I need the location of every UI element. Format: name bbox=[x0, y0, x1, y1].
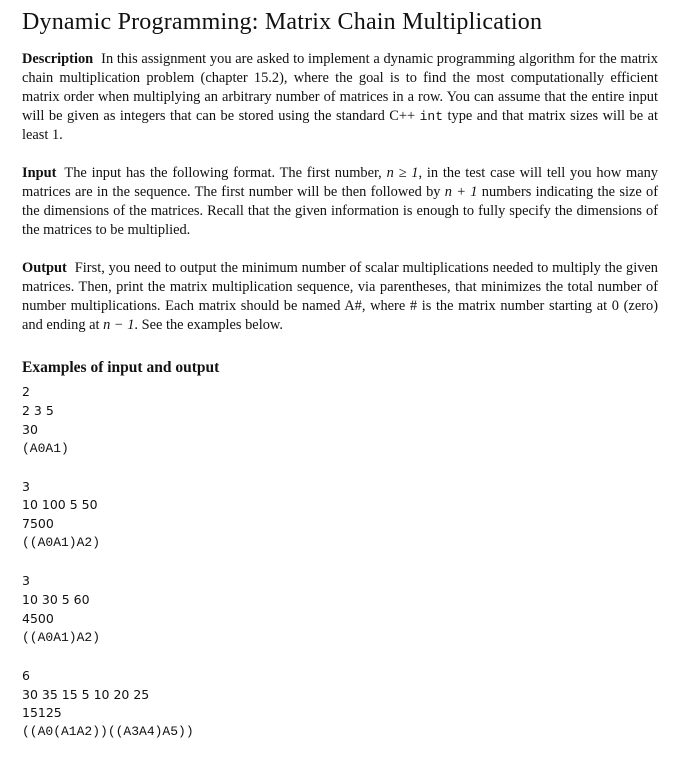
output-paragraph bbox=[22, 259, 658, 335]
input-text-1: The input has the following format. The first number, bbox=[64, 165, 387, 181]
example-block bbox=[22, 572, 658, 648]
example-dims: 10 30 5 60 bbox=[22, 592, 90, 608]
example-cost: 4500 bbox=[22, 610, 54, 626]
example-n: 6 bbox=[22, 667, 30, 683]
example-cost: 15125 bbox=[22, 705, 62, 721]
description-paragraph bbox=[22, 50, 658, 145]
example-sequence: (A0A1) bbox=[22, 440, 69, 456]
example-n: 3 bbox=[22, 478, 30, 494]
input-text-2: , in the test case will tell you how many matrices are in the sequence. The first number will be then followed by bbox=[22, 165, 658, 200]
output-text-1: First, you need to output the minimum number of scalar multiplications needed to multiply the given matrices. Then, print the matrix multiplication sequence, via parentheses, that minimizes the total number of number multiplications. Each matrix should be named A#, where # is the matrix number starting at 0 (zero) and ending at bbox=[22, 260, 658, 333]
example-n: 3 bbox=[22, 573, 30, 589]
input-paragraph bbox=[22, 164, 658, 240]
input-text-3: numbers indicating the size of the dimensions of the matrices. Recall that the given information is enough to fully specify the dimensions of the matrices to be multiplied. bbox=[22, 184, 659, 238]
output-heading: Output bbox=[22, 260, 67, 276]
example-block bbox=[22, 383, 658, 459]
example-block bbox=[22, 478, 658, 554]
examples-list bbox=[22, 383, 658, 742]
example-dims: 10 100 5 50 bbox=[22, 497, 98, 513]
description-text-end: type and that matrix sizes will be at least 1. bbox=[22, 108, 658, 143]
example-n: 2 bbox=[22, 384, 30, 399]
description-text: In this assignment you are asked to implement a dynamic programming algorithm for the matrix chain multiplication problem (chapter 15.2), where the goal is to find the most computationally efficient matrix order when multiplying an arbitrary number of matrices in a row. You can assume that the entire input will be given as integers that can be stored using the standard C++ bbox=[22, 51, 658, 124]
output-math-1: n − 1 bbox=[103, 317, 135, 333]
description-code: int bbox=[419, 109, 443, 124]
example-cost: 7500 bbox=[22, 516, 54, 532]
example-cost: 30 bbox=[22, 421, 38, 437]
description-heading: Description bbox=[22, 51, 94, 67]
example-dims: 2 3 5 bbox=[22, 402, 54, 418]
input-math-2: n + 1 bbox=[444, 184, 478, 200]
input-math-1: n ≥ 1 bbox=[386, 165, 419, 181]
input-heading: Input bbox=[22, 165, 57, 181]
example-sequence: ((A0A1)A2) bbox=[22, 535, 101, 551]
assignment-page bbox=[22, 6, 658, 761]
output-text-2: . See the examples below. bbox=[134, 317, 283, 333]
example-sequence: ((A0(A1A2))((A3A4)A5)) bbox=[22, 724, 194, 740]
example-dims: 30 35 15 5 10 20 25 bbox=[22, 686, 150, 702]
example-block bbox=[22, 667, 658, 743]
page-title: Dynamic Programming: Matrix Chain Multiplication bbox=[22, 9, 543, 35]
example-sequence: ((A0A1)A2) bbox=[22, 629, 101, 645]
examples-heading: Examples of input and output bbox=[22, 359, 220, 376]
